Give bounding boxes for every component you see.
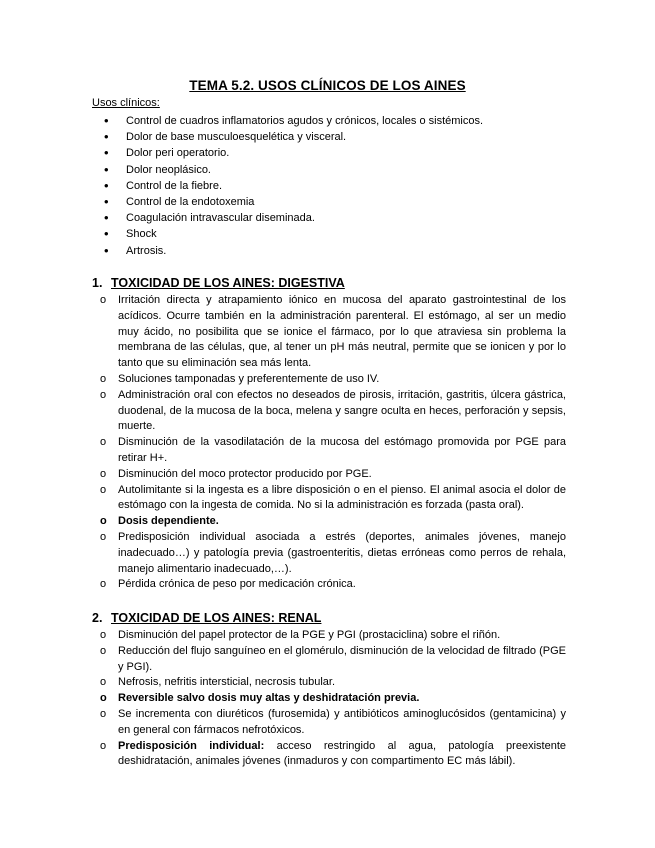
list-item: o Predisposición individual asociada a estrés (deportes, animales jóvenes, manejo inadecuado…) y patología previa (gastroenteritis, dietas erróneas como perros de rehala, manejo alimentario inadecuado,…). [100,530,566,577]
list-item: • Control de cuadros inflamatorios agudos y crónicos, locales o sistémicos. [104,113,483,129]
list-item: o Pérdida crónica de peso por medicación crónica. [100,577,566,593]
section-title: TOXICIDAD DE LOS AINES: DIGESTIVA [111,276,345,290]
bold-lead: Predisposición individual: [118,739,265,752]
list-item: • Control de la endotoxemia [104,194,483,210]
renal-list [100,628,566,770]
list-item: • Dolor neoplásico. [104,162,483,178]
section-title: TOXICIDAD DE LOS AINES: RENAL [111,611,322,625]
list-item: o Reversible salvo dosis muy altas y deshidratación previa. [100,691,566,707]
list-item: o Disminución de la vasodilatación de la mucosa del estómago promovida por PGE para retirar H+. [100,435,566,467]
section-number: 2. [92,611,103,625]
list-item: • Dolor de base musculoesquelética y visceral. [104,129,483,145]
list-item: o Se incrementa con diuréticos (furosemida) y antibióticos aminoglucósidos (gentamicina) y en general con fármacos nefrotóxicos. [100,707,566,739]
section-number: 1. [92,276,103,290]
list-item: • Shock [104,226,483,242]
list-item: o Disminución del papel protector de la PGE y PGI (prostaciclina) sobre el riñón. [100,628,566,644]
list-item: • Control de la fiebre. [104,178,483,194]
list-item [100,739,566,771]
list-item: o Administración oral con efectos no deseados de pirosis, irritación, gastritis, úlcera gástrica, duodenal, de la mucosa de la boca, melena y sangre oculta en heces, perforación y sepsis, muerte. [100,388,566,435]
list-item: • Coagulación intravascular diseminada. [104,210,483,226]
section-heading-digestiva [92,276,345,290]
list-item: • Artrosis. [104,243,483,259]
document-title: TEMA 5.2. USOS CLÍNICOS DE LOS AINES [189,78,466,93]
usos-clinicos-list [104,113,483,259]
digestiva-list [100,293,566,593]
list-item: • Dolor peri operatorio. [104,145,483,161]
list-item: o Nefrosis, nefritis intersticial, necrosis tubular. [100,675,566,691]
usos-clinicos-label: Usos clínicos: [92,97,160,109]
list-item: o Irritación directa y atrapamiento iónico en mucosa del aparato gastrointestinal de los acídicos. Ocurre también en la administración parenteral. El estómago, al ser un medio muy ácido, no posibilita que se ionice el fármaco, por lo que atraviesa sin problema la membrana de las células, que, al tener un pH más neutral, permite que se ionicen y por lo tanto que su eliminación sea más lenta. [100,293,566,372]
list-item: o Reducción del flujo sanguíneo en el glomérulo, disminución de la velocidad de filtrado (PGE y PGI). [100,644,566,676]
section-heading-renal [92,611,321,625]
list-item: o Autolimitante si la ingesta es a libre disposición o en el pienso. El animal asocia el dolor de estómago con la ingesta de comida. No si la administración es forzada (pasta oral). [100,483,566,515]
list-item: o Soluciones tamponadas y preferentemente de uso IV. [100,372,566,388]
list-item: o Disminución del moco protector producido por PGE. [100,467,566,483]
item-text: acceso restringido al agua, patología preexistente deshidratación, animales jóvenes (inmaduros y con compartimento EC más lábil). [118,739,566,768]
list-item: o Dosis dependiente. [100,514,566,530]
